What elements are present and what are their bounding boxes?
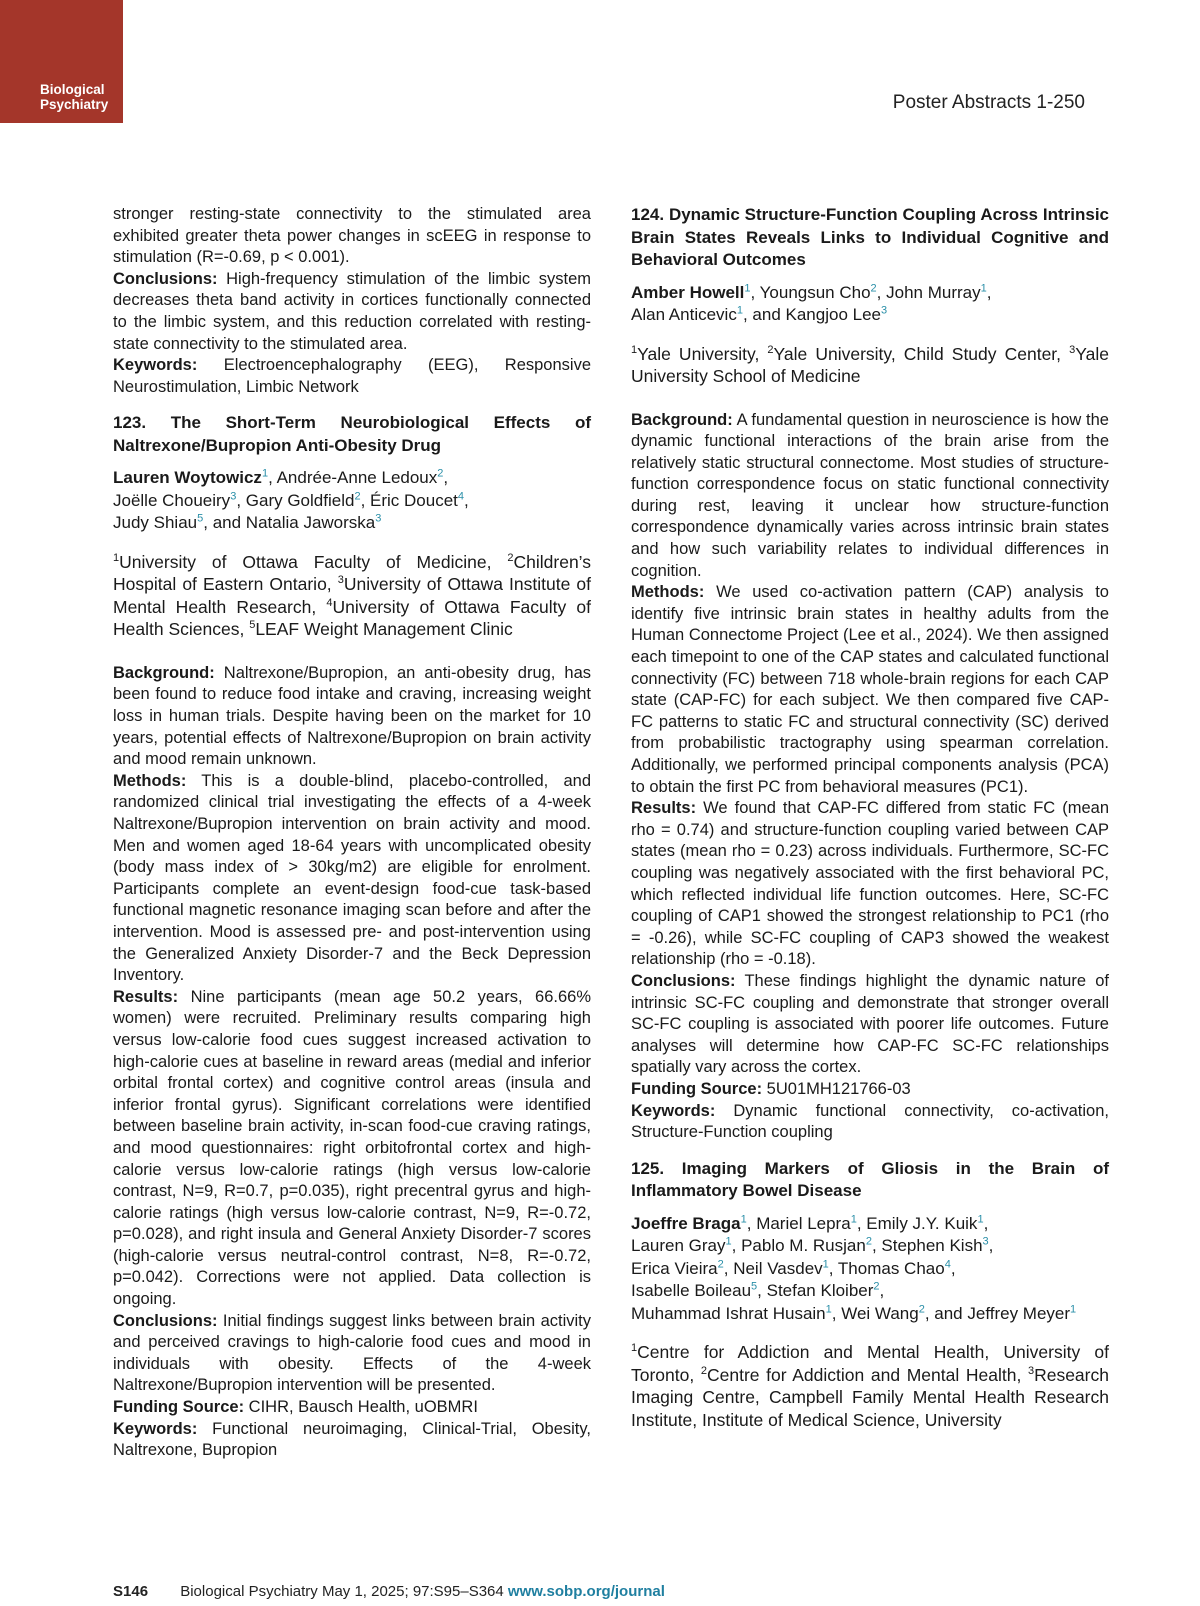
author-name: Wei Wang [841,1303,919,1323]
abstract-123-title: 123. The Short-Term Neurobiological Effects of Naltrexone/Bupropion Anti-Obesity Drug [113,413,591,455]
author-separator: , [831,1303,842,1323]
author-affiliation-number: 3 [881,304,888,317]
author-separator: , and [924,1303,968,1323]
author-name: Youngsun Cho [759,282,871,302]
abstract-124-methods: Methods: We used co-activation pattern (CAP) analysis to identify five intrinsic brain states in healthy adults from the Human Connectome Project (Lee et al., 2024). We then assigned each timepoint to one of the CAP states and calculated functional connectivity (FC) between 718 whole-brain regions for each CAP state (CAP-FC) for each subject. We then compared five CAP-FC patterns to static FC and structural connectivity (SC) derived from probabilistic tractography using spearman correlation. Additionally, we performed principal components analysis (PCA) to obtain the first PC from behavioral measures (PC1). [631,583,1109,796]
author-affiliation-number: 1 [744,281,751,294]
right-column [631,204,1109,1453]
author-separator: , [746,1213,757,1233]
author-name: Stefan Kloiber [766,1281,874,1301]
author-affiliation-number: 2 [717,1258,724,1271]
author-name: Pablo M. Rusjan [741,1236,866,1256]
author-separator: , and [203,513,246,533]
author-separator: , [950,1258,956,1278]
affiliation-number: 2 [507,552,514,565]
affiliation-text: Yale University School of Medicine [631,343,1109,386]
continued-text: stronger resting-state connectivity to the stimulated area exhibited greater theta power changes in scEEG in response to stimulation (R=-0.69, p < 0.001). [113,205,591,267]
author-name: Andrée-Anne Ledoux [276,468,438,488]
author-affiliation-number: 5 [751,1280,758,1293]
affiliation-text: Centre for Addiction and Mental Health, University of Toronto, [631,1342,1109,1385]
page-footer [113,1583,665,1600]
abstract-124-conclusions: Conclusions: These findings highlight the dynamic nature of intrinsic SC-FC coupling and demonstrate that stronger overall SC-FC coupling is associated with poorer life outcomes. Future analyses will determine how CAP-FC SC-FC relationships spatially vary across the cortex. [631,971,1110,1077]
author-affiliation-number: 1 [822,1258,829,1271]
author-name: John Murray [886,282,981,302]
author-affiliation-number: 4 [457,490,465,503]
abstract-123-authors [113,467,591,535]
author-name: Joeffre Braga [631,1213,741,1233]
abstract-123-keywords: Keywords: Functional neuroimaging, Clinical-Trial, Obesity, Naltrexone, Bupropion [113,1419,591,1460]
journal-logo [0,0,123,123]
author-separator: , [360,490,371,510]
author-separator: , [731,1236,742,1256]
abstract-123-funding: Funding Source: CIHR, Bausch Health, uOBMRI [113,1398,478,1417]
author-name: Emily J.Y. Kuik [866,1213,978,1233]
author-name: Joëlle Choueiry [113,490,231,510]
abstract-125-affiliations [631,1341,1109,1431]
author-name: Lauren Woytowicz [113,468,262,488]
affiliation-number: 4 [326,597,333,610]
author-name: Kangjoo Lee [785,305,881,324]
author-affiliation-number: 1 [261,467,269,480]
author-separator: , [757,1281,767,1301]
author-affiliation-number: 2 [865,1235,872,1248]
abstract-124-title: 124. Dynamic Structure-Function Coupling Across Intrinsic Brain States Reveals Links to Individual Cognitive and Behavioral Outcomes [631,205,1109,269]
abstract-123-methods: Methods: This is a double-blind, placebo-controlled, and randomized clinical trial investigating the effects of a 4-week Naltrexone/Bupropion intervention on brain activity and mood. Men and women aged 18-64 years with uncomplicated obesity (body mass index of > 30kg/m2) are eligible for enrolment. Participants complete an event-design food-cue task-based functional magnetic resonance imaging scan before and after the intervention. Mood is assessed pre- and post-intervention using the Generalized Anxiety Disorder-7 and the Beck Depression Inventory. [113,771,591,985]
affiliation-text: University of Ottawa Faculty of Health Sciences, [113,596,591,640]
author-separator: , [236,490,246,510]
abstract-125-title: 125. Imaging Markers of Gliosis in the Brain of Inflammatory Bowel Disease [631,1158,1109,1201]
author-affiliation-number: 3 [230,490,237,503]
affiliation-number: 5 [249,619,256,632]
affiliation-number: 1 [113,552,120,565]
abstract-124-results: Results: We found that CAP-FC differed from static FC (mean rho = 0.74) and structure-function coupling varied between CAP states (mean rho = 0.23) across individuals. Furthermore, SC-FC coupling was negatively associated with the first behavioral PC, which reflected individual life function outcomes. Here, SC-FC coupling of CAP1 showed the strongest relationship to PC1 (rho = -0.26), while SC-FC coupling of CAP3 showed the weakest relationship (rho = -0.18). [631,799,1109,969]
author-separator: , [268,468,277,488]
affiliation-text: Yale University, Child Study Center, [773,343,1070,364]
author-name: Stephen Kish [881,1236,983,1256]
author-name: Thomas Chao [837,1258,945,1278]
journal-citation: Biological Psychiatry May 1, 2025; 97:S95–S364 [180,1583,504,1600]
affiliation-text: University of Ottawa Faculty of Medicine, [119,551,508,572]
author-name: Gary Goldfield [245,490,355,510]
abstract-124-keywords: Keywords: Dynamic functional connectivity, co-activation, Structure-Function coupling [631,1101,1109,1142]
author-name: Lauren Gray [631,1236,726,1256]
author-name: Muhammad Ishrat Husain [631,1303,826,1323]
author-name: Alan Anticevic [631,305,737,324]
author-affiliation-number: 2 [918,1303,925,1316]
abstract-123-background: Background: Naltrexone/Bupropion, an anti-obesity drug, has been found to reduce food intake and craving, increasing weight loss in human trials. Despite having been on the market for 10 years, potential effects of Naltrexone/Bupropion on brain activity and mood remain unknown. [113,663,591,769]
author-separator: , [986,282,992,302]
author-separator: , [876,282,887,302]
author-affiliation-number: 5 [197,512,204,525]
journal-url-link[interactable]: www.sobp.org/journal [507,1583,665,1600]
continued-keywords: Keywords: Electroencephalography (EEG), Responsive Neurostimulation, Limbic Network [113,356,591,396]
author-affiliation-number: 2 [437,467,444,480]
author-affiliation-number: 1 [825,1303,832,1316]
author-separator: , [443,468,449,488]
author-name: Amber Howell [631,282,745,302]
author-affiliation-number: 2 [354,490,361,503]
affiliation-text: Centre for Addiction and Mental Health, [707,1364,1028,1385]
affiliation-number: 3 [1027,1364,1035,1377]
author-separator: , [464,490,469,510]
author-affiliation-number: 1 [736,304,743,317]
author-name: Jeffrey Meyer [967,1303,1071,1323]
abstract-123-conclusions: Conclusions: Initial findings suggest links between brain activity and perceived cravings to high-calorie food cues and mood in individuals with obesity. Effects of the 4-week Naltrexone/Bupropion intervention will be presented. [113,1311,591,1395]
affiliation-text: Research Imaging Centre, Campbell Family Mental Health Research Institute, Institute of Medical Science, University [631,1364,1109,1430]
author-separator: , [750,282,760,302]
affiliation-number: 3 [337,574,344,587]
author-name: Natalia Jaworska [245,513,376,533]
author-name: Isabelle Boileau [631,1281,752,1301]
author-separator: , [828,1258,838,1278]
author-affiliation-number: 1 [725,1235,732,1248]
abstract-124-affiliations [631,343,1109,388]
author-separator: , [871,1236,882,1256]
left-column [113,204,591,1462]
abstract-124-background: Background: A fundamental question in neuroscience is how the dynamic functional interactions of the brain arise from the relatively static structural connectome. Most studies of structure-function correspondence focus on static functional connectivity during rest, leaving it unclear how structure-function correspondence dynamically varies across intrinsic brain states and how such variability relates to individual differences in cognition. [631,410,1109,580]
journal-logo-text: Biological Psychiatry [40,82,109,112]
affiliation-number: 2 [767,343,774,356]
author-affiliation-number: 3 [375,512,382,525]
affiliation-number: 1 [631,1342,638,1355]
author-name: Mariel Lepra [756,1213,851,1233]
author-name: Éric Doucet [370,490,458,510]
page-number: S146 [113,1583,149,1600]
author-separator: , [983,1213,989,1233]
author-name: Neil Vasdev [733,1258,823,1278]
abstract-125-authors [631,1213,1109,1326]
affiliation-text: Children’s Hospital of Eastern Ontario, [113,551,591,595]
section-title: Poster Abstracts 1-250 [892,92,1085,113]
author-affiliation-number: 1 [1070,1303,1077,1316]
author-separator: , [723,1258,734,1278]
author-affiliation-number: 2 [873,1280,880,1293]
abstract-123-affiliations [113,551,591,641]
author-affiliation-number: 1 [977,1213,984,1226]
author-separator: , [988,1236,994,1256]
continued-conclusions: Conclusions: High-frequency stimulation of the limbic system decreases theta band activity in cortices functionally connected to the limbic system, and this reduction correlated with resting-state connectivity to the stimulated area. [113,269,591,353]
author-separator: , [879,1281,885,1301]
author-affiliation-number: 1 [980,281,987,294]
author-name: Judy Shiau [113,513,198,533]
abstract-124-authors [631,282,1109,327]
author-separator: , [856,1213,867,1233]
author-separator: , and [742,305,786,324]
author-name: Erica Vieira [631,1258,718,1278]
affiliation-number: 2 [700,1364,707,1377]
author-affiliation-number: 3 [982,1235,989,1248]
author-affiliation-number: 2 [870,281,877,294]
abstract-124-funding: Funding Source: 5U01MH121766-03 [631,1079,911,1098]
affiliation-text: Yale University, [637,343,768,364]
affiliation-number: 3 [1069,343,1076,356]
author-affiliation-number: 1 [740,1213,747,1226]
author-affiliation-number: 1 [850,1213,857,1226]
affiliation-number: 1 [631,343,638,356]
affiliation-text: LEAF Weight Management Clinic [255,619,513,640]
affiliation-text: University of Ottawa Institute of Mental Health Research, [113,574,592,617]
author-affiliation-number: 4 [944,1258,951,1271]
abstract-123-results: Results: Nine participants (mean age 50.2 years, 66.66% women) were recruited. Preliminary results comparing high versus low-calorie food cues suggest increased activation to high-calorie cues at baseline in reward areas (medial and inferior orbital frontal cortex) and cognitive control areas (insula and inferior frontal gyrus). Significant correlations were identified between baseline brain activity, in-scan food-cue craving ratings, and mood questionnaires: right orbitofrontal cortex and high-calorie versus low-calorie ratings (high versus low-calorie contrast, N=9, R=0.7, p=0.035), right precentral gyrus and high-calorie ratings (high versus low-calorie contrast, N=9, R=-0.72, p=0.028), and right insula and General Anxiety Disorder-7 scores (high-calorie versus neutral-control contrast, N=8, R=-0.72, p=0.042). Corrections were not applied. Data collection is ongoing. [113,987,591,1309]
